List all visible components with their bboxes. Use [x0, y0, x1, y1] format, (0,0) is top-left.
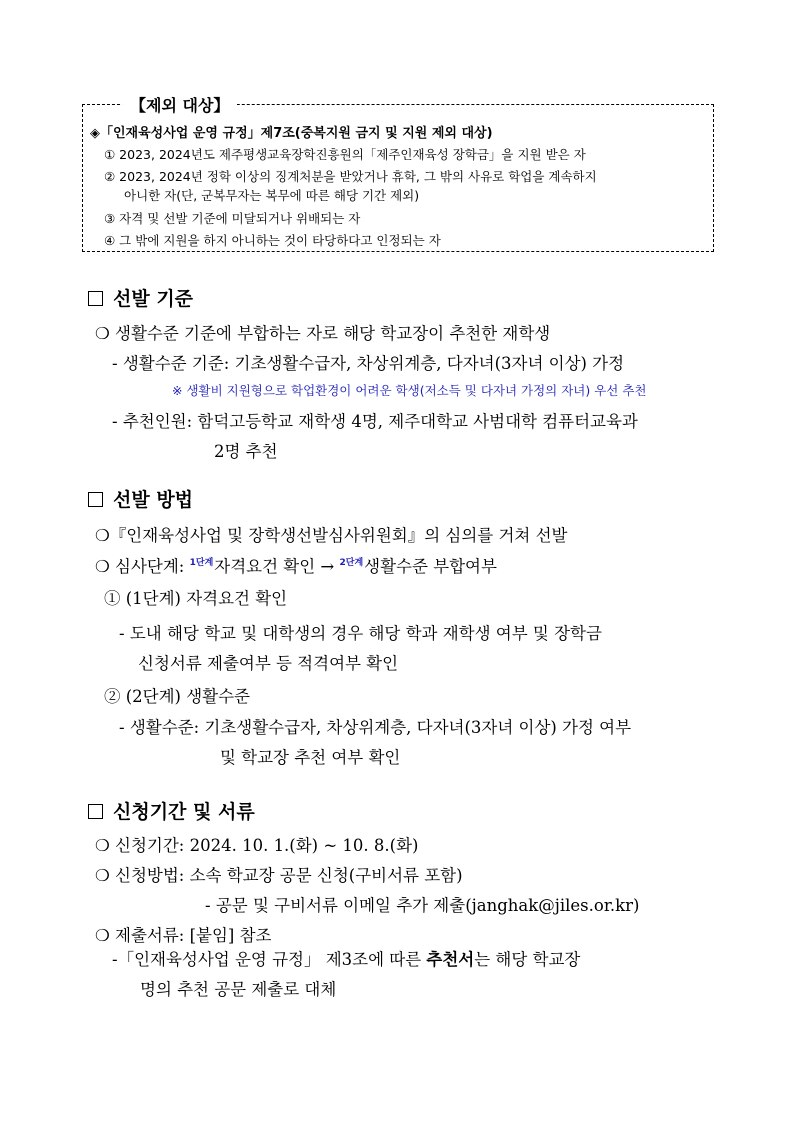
checkbox-icon — [88, 492, 103, 507]
arrow-icon: → — [320, 557, 335, 576]
method-step1-desc-1: - 도내 해당 학교 및 대학생의 경우 해당 학과 재학생 여부 및 장학금 — [119, 624, 602, 643]
exclusion-item-1: ① 2023, 2024년도 제주평생교육장학진흥원의「제주인재육성 장학금」을 지원 받은 자 — [104, 147, 586, 162]
exclusion-heading: ◈「인재육성사업 운영 규정」제7조(중복지원 금지 및 지원 제외 대상) — [90, 126, 493, 141]
checkbox-icon — [88, 804, 103, 819]
method-step2-desc-1: - 생활수준: 기초생활수급자, 차상위계층, 다자녀(3자녀 이상) 가정 여부 — [119, 718, 632, 737]
exclusion-item-4: ④ 그 밖에 지원을 하지 아니하는 것이 타당하다고 인정되는 자 — [104, 233, 441, 248]
criteria-note: ※ 생활비 지원형으로 학업환경이 어려운 학생(저소득 및 다자녀 가정의 자녀) 우선 추천 — [172, 383, 647, 398]
exclusion-title: 【제외 대상】 — [122, 93, 237, 116]
exclusion-item-2-cont: 아니한 자(단, 군복무자는 복무에 따른 해당 기간 제외) — [124, 188, 420, 203]
method-stages: ❍ 심사단계: $^{1단계}$자격요건 확인 → $^{2단계}$생활수준 부합여부 — [95, 557, 497, 576]
exclusion-item-2: ② 2023, 2024년 정학 이상의 징계처분을 받았거나 휴학, 그 밖의 사유로 학업을 계속하지 — [104, 169, 597, 184]
section-method-title: 선발 방법 — [88, 485, 193, 512]
stage1-label: 1단계 — [189, 558, 214, 568]
application-period: ❍ 신청기간: 2024. 10. 1.(화) ~ 10. 8.(화) — [95, 836, 419, 855]
application-rule: -「인재육성사업 운영 규정」 제3조에 따른 추천서는 해당 학교장 — [112, 950, 581, 969]
method-step2-title: ② (2단계) 생활수준 — [104, 687, 250, 706]
exclusion-item-3: ③ 자격 및 선발 기준에 미달되거나 위배되는 자 — [104, 211, 361, 226]
section-criteria-title: 선발 기준 — [88, 284, 193, 311]
criteria-main: ❍ 생활수준 기준에 부합하는 자로 해당 학교장이 추천한 재학생 — [95, 324, 551, 343]
section-application-title: 신청기간 및 서류 — [88, 797, 255, 824]
checkbox-icon — [88, 291, 103, 306]
application-documents: ❍ 제출서류: [붙임] 참조 — [95, 926, 272, 945]
stage2-label: 2단계 — [339, 558, 364, 568]
application-method: ❍ 신청방법: 소속 학교장 공문 신청(구비서류 포함) — [95, 866, 463, 885]
method-committee: ❍『인재육성사업 및 장학생선발심사위원회』의 심의를 거쳐 선발 — [95, 526, 568, 545]
criteria-recommend-2: 2명 추천 — [214, 442, 278, 461]
criteria-recommend-1: - 추천인원: 함덕고등학교 재학생 4명, 제주대학교 사범대학 컴퓨터교육과 — [112, 412, 638, 431]
application-method-email: - 공문 및 구비서류 이메일 추가 제출(janghak@jiles.or.kr) — [205, 896, 640, 915]
application-rule-2: 명의 추천 공문 제출로 대체 — [140, 980, 337, 999]
criteria-living: - 생활수준 기준: 기초생활수급자, 차상위계층, 다자녀(3자녀 이상) 가정 — [112, 354, 625, 373]
method-step1-title: ① (1단계) 자격요건 확인 — [104, 589, 288, 608]
recommendation-letter: 추천서 — [426, 950, 475, 969]
method-step1-desc-2: 신청서류 제출여부 등 적격여부 확인 — [138, 654, 399, 673]
method-step2-desc-2: 및 학교장 추천 여부 확인 — [220, 748, 401, 767]
